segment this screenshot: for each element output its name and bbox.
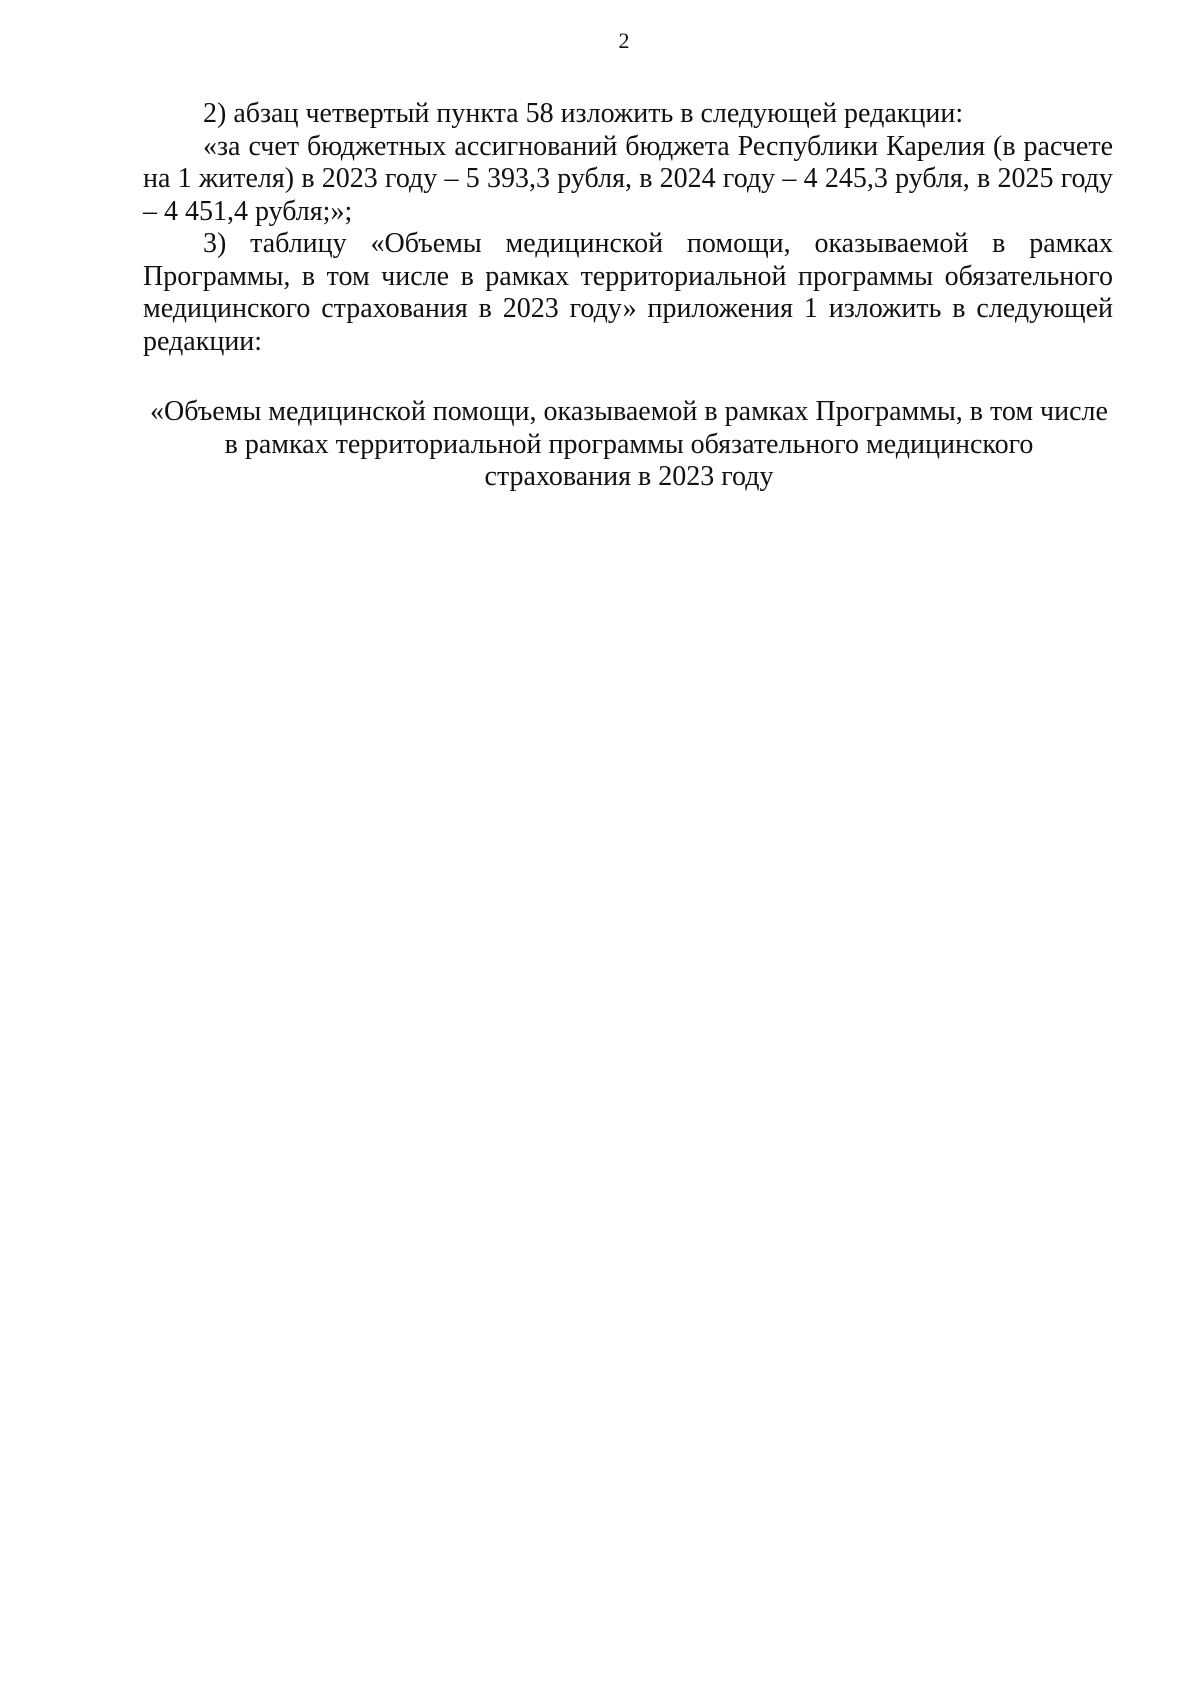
table-title: «Объемы медицинской помощи, оказываемой в рамках Программы, в том числе в рамках территориальной программы обязательного медицинского страхования в 2023 году (150, 396, 1108, 492)
document-body (143, 98, 1113, 358)
paragraph-quoted-amendment: «за счет бюджетных ассигнований бюджета Республики Карелия (в расчете на 1 жителя) в 2023 году – 5 393,3 рубля, в 2024 году – 4 245,3 рубля, в 2025 году – 4 451,4 рубля;»; (143, 130, 1113, 227)
page-number: 2 (618, 28, 630, 53)
paragraph-item-3: 3) таблицу «Объемы медицинской помощи, оказываемой в рамках Программы, в том числе в рамках территориальной программы обязательного медицинского страхования в 2023 году» приложения 1 изложить в следующей редакции: (143, 228, 1113, 357)
paragraph-item-2: 2) абзац четвертый пункта 58 изложить в следующей редакции: (203, 98, 964, 129)
